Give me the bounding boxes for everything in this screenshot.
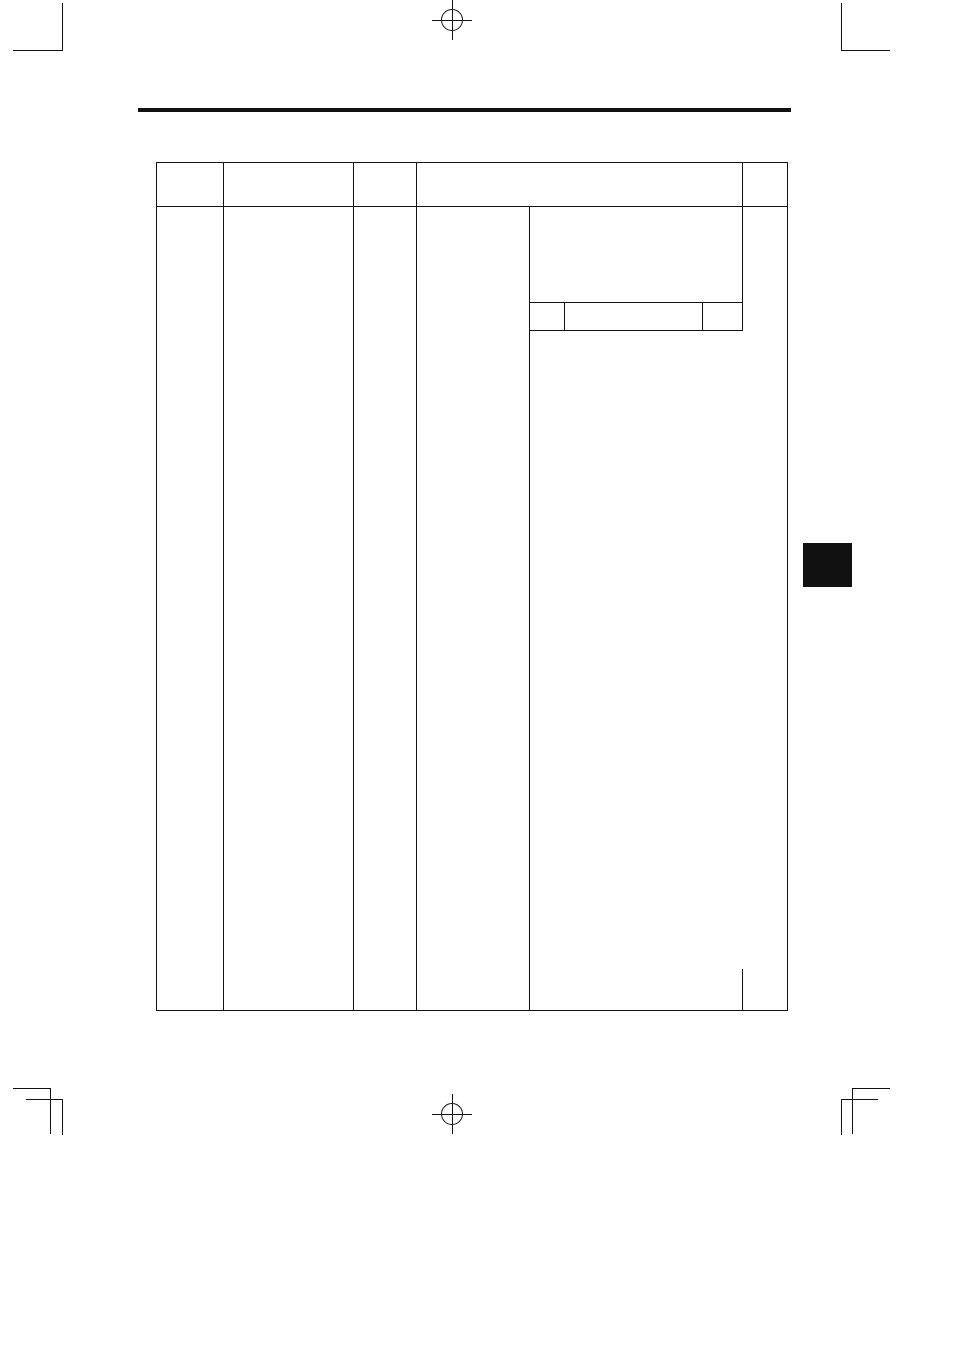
crop-mark	[62, 3, 63, 51]
crop-mark	[50, 1088, 51, 1134]
crop-mark	[852, 1088, 853, 1134]
crop-mark	[13, 50, 63, 51]
header-rule	[138, 108, 791, 112]
crop-mark	[26, 1099, 63, 1100]
crop-mark	[841, 1099, 842, 1135]
inner-header-unit	[703, 303, 743, 331]
crop-mark	[852, 1088, 890, 1089]
note-cell	[530, 969, 743, 1011]
registration-line	[432, 1114, 472, 1115]
chapter-tab	[803, 543, 852, 587]
registration-line	[432, 20, 472, 21]
crop-mark	[13, 1088, 51, 1089]
name-cell	[224, 207, 354, 1011]
parameter-table	[156, 162, 788, 1011]
col-header-description	[417, 163, 743, 207]
param-no-cell	[157, 207, 224, 1011]
crop-mark	[841, 3, 842, 51]
intro-cell	[530, 207, 743, 303]
col-header-register-no	[354, 163, 417, 207]
col-header-default	[743, 163, 788, 207]
register-cell	[354, 207, 417, 1011]
col-header-name	[224, 163, 354, 207]
inner-header-code	[530, 303, 565, 331]
inner-header-description	[565, 303, 703, 331]
default-cell	[743, 207, 788, 1011]
bits-cell	[417, 207, 530, 1011]
crop-mark	[62, 1099, 63, 1135]
col-header-param-no	[157, 163, 224, 207]
crop-mark	[841, 50, 890, 51]
crop-mark	[841, 1099, 878, 1100]
